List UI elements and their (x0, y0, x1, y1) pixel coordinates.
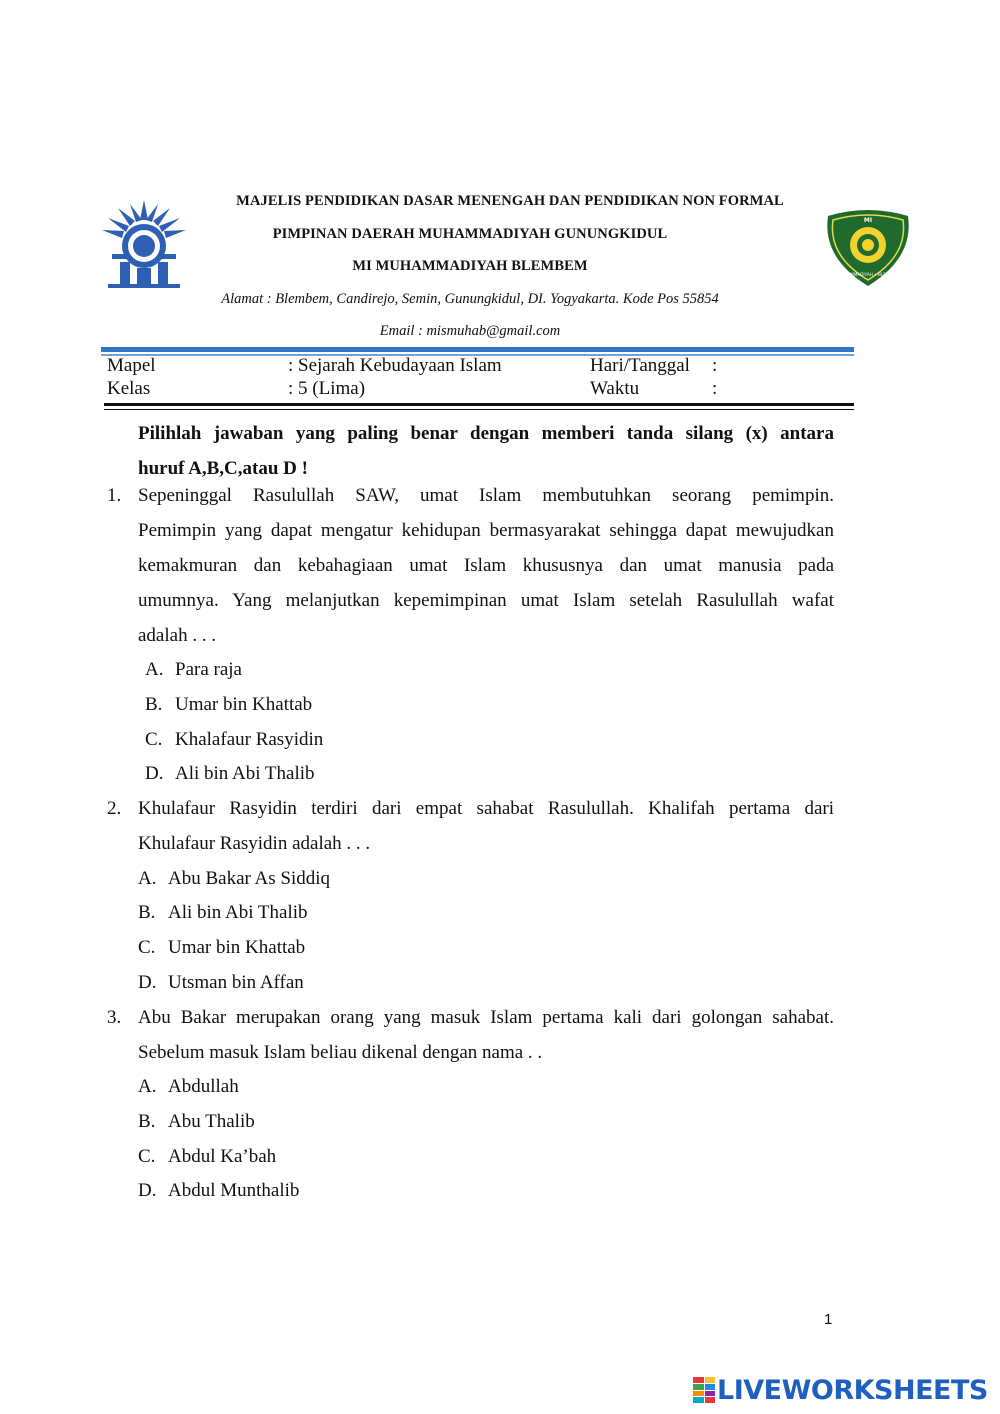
question-3-option-c[interactable] (138, 1139, 276, 1174)
option-text: Khalafaur Rasyidin (175, 729, 324, 750)
question-1 (107, 478, 834, 653)
question-3-option-b[interactable] (138, 1104, 255, 1139)
question-2-option-a[interactable] (138, 861, 330, 896)
option-text: Abdul Ka’bah (168, 1146, 277, 1167)
option-text: Abdullah (168, 1076, 239, 1097)
question-line: kemakmuran dan kebahagiaan umat Islam khususnya dan umat manusia pada (138, 555, 834, 576)
liveworksheets-wordmark: LIVEWORKSHEETS (717, 1374, 988, 1406)
option-text: Abu Thalib (168, 1111, 255, 1132)
option-label: A. (138, 868, 157, 889)
waktu-value: : (712, 378, 718, 399)
muhammadiyah-logo-icon (98, 198, 190, 292)
option-label: D. (145, 763, 164, 784)
option-label: A. (145, 659, 164, 680)
question-number: 3. (107, 1007, 122, 1028)
header-rule-thick (101, 347, 854, 352)
option-label: D. (138, 1180, 157, 1201)
question-2-option-c[interactable] (138, 930, 305, 965)
question-number: 2. (107, 798, 122, 819)
option-label: B. (138, 1111, 156, 1132)
school-badge-icon (822, 208, 914, 288)
option-text: Umar bin Khattab (175, 694, 313, 715)
question-line: Pemimpin yang dapat mengatur kehidupan bermasyarakat sehingga dapat mewujudkan (138, 520, 834, 541)
hari-tanggal-label: Hari/Tanggal (590, 355, 690, 376)
question-2-option-b[interactable] (138, 895, 308, 930)
option-label: B. (145, 694, 163, 715)
school-address: Alamat : Blembem, Candirejo, Semin, Gunungkidul, DI. Yogyakarta. Kode Pos 55854 (221, 291, 719, 307)
option-label: C. (145, 729, 163, 750)
question-3-option-d[interactable] (138, 1173, 299, 1208)
option-label: C. (138, 937, 156, 958)
school-email: Email : mismuhab@gmail.com (379, 323, 561, 339)
liveworksheets-logo-icon (693, 1377, 715, 1403)
instruction-line-2: huruf A,B,C,atau D ! (138, 458, 308, 479)
question-1-option-d[interactable] (145, 756, 315, 791)
badge-label: MI (863, 217, 873, 224)
kelas-value: : 5 (Lima) (288, 378, 366, 399)
header-line-1: MAJELIS PENDIDIKAN DASAR MENENGAH DAN PENDIDIKAN NON FORMAL (236, 193, 784, 209)
question-1-option-b[interactable] (145, 687, 312, 722)
question-line: adalah . . . (138, 625, 217, 646)
option-text: Abdul Munthalib (168, 1180, 300, 1201)
option-text: Umar bin Khattab (168, 937, 306, 958)
badge-ring-text: MUHAMMADIYAH • BLEMBEM (837, 272, 899, 277)
option-label: A. (138, 1076, 157, 1097)
option-text: Ali bin Abi Thalib (168, 902, 308, 923)
question-number: 1. (107, 485, 122, 506)
header-line-2: PIMPINAN DAERAH MUHAMMADIYAH GUNUNGKIDUL (272, 226, 668, 242)
option-text: Abu Bakar As Siddiq (168, 868, 331, 889)
liveworksheets-brand[interactable] (693, 1373, 988, 1407)
question-text (138, 478, 834, 653)
option-text: Para raja (175, 659, 242, 680)
option-label: D. (138, 972, 157, 993)
question-text (138, 1000, 834, 1070)
question-text (138, 791, 834, 861)
option-text: Ali bin Abi Thalib (175, 763, 315, 784)
school-name: MI MUHAMMADIYAH BLEMBEM (352, 258, 588, 274)
question-2-option-d[interactable] (138, 965, 304, 1000)
hari-tanggal-value: : (712, 355, 718, 376)
question-line: Khulafaur Rasyidin terdiri dari empat sahabat Rasulullah. Khalifah pertama dari (138, 798, 834, 819)
question-3-option-a[interactable] (138, 1069, 239, 1104)
question-line: Sebelum masuk Islam beliau dikenal dengan nama . . (138, 1042, 543, 1063)
meta-rule-thick (104, 403, 854, 406)
instruction (138, 416, 834, 486)
question-2 (107, 791, 834, 861)
question-line: Abu Bakar merupakan orang yang masuk Islam pertama kali dari golongan sahabat. (138, 1007, 834, 1028)
question-line: Sepeninggal Rasulullah SAW, umat Islam membutuhkan seorang pemimpin. (138, 485, 834, 506)
question-line: Khulafaur Rasyidin adalah . . . (138, 833, 371, 854)
waktu-label: Waktu (590, 378, 640, 399)
meta-rule-thin (104, 409, 854, 410)
question-line: umumnya. Yang melanjutkan kepemimpinan umat Islam setelah Rasulullah wafat (138, 590, 834, 611)
question-1-option-a[interactable] (145, 652, 242, 687)
option-label: C. (138, 1146, 156, 1167)
mapel-label: Mapel (107, 355, 156, 376)
question-1-option-c[interactable] (145, 722, 323, 757)
mapel-value: : Sejarah Kebudayaan Islam (288, 355, 502, 376)
instruction-line-1: Pilihlah jawaban yang paling benar dengan memberi tanda silang (x) antara (138, 423, 834, 444)
question-3 (107, 1000, 834, 1070)
option-text: Utsman bin Affan (168, 972, 304, 993)
page-number: 1 (824, 1311, 833, 1328)
kelas-label: Kelas (107, 378, 151, 399)
option-label: B. (138, 902, 156, 923)
